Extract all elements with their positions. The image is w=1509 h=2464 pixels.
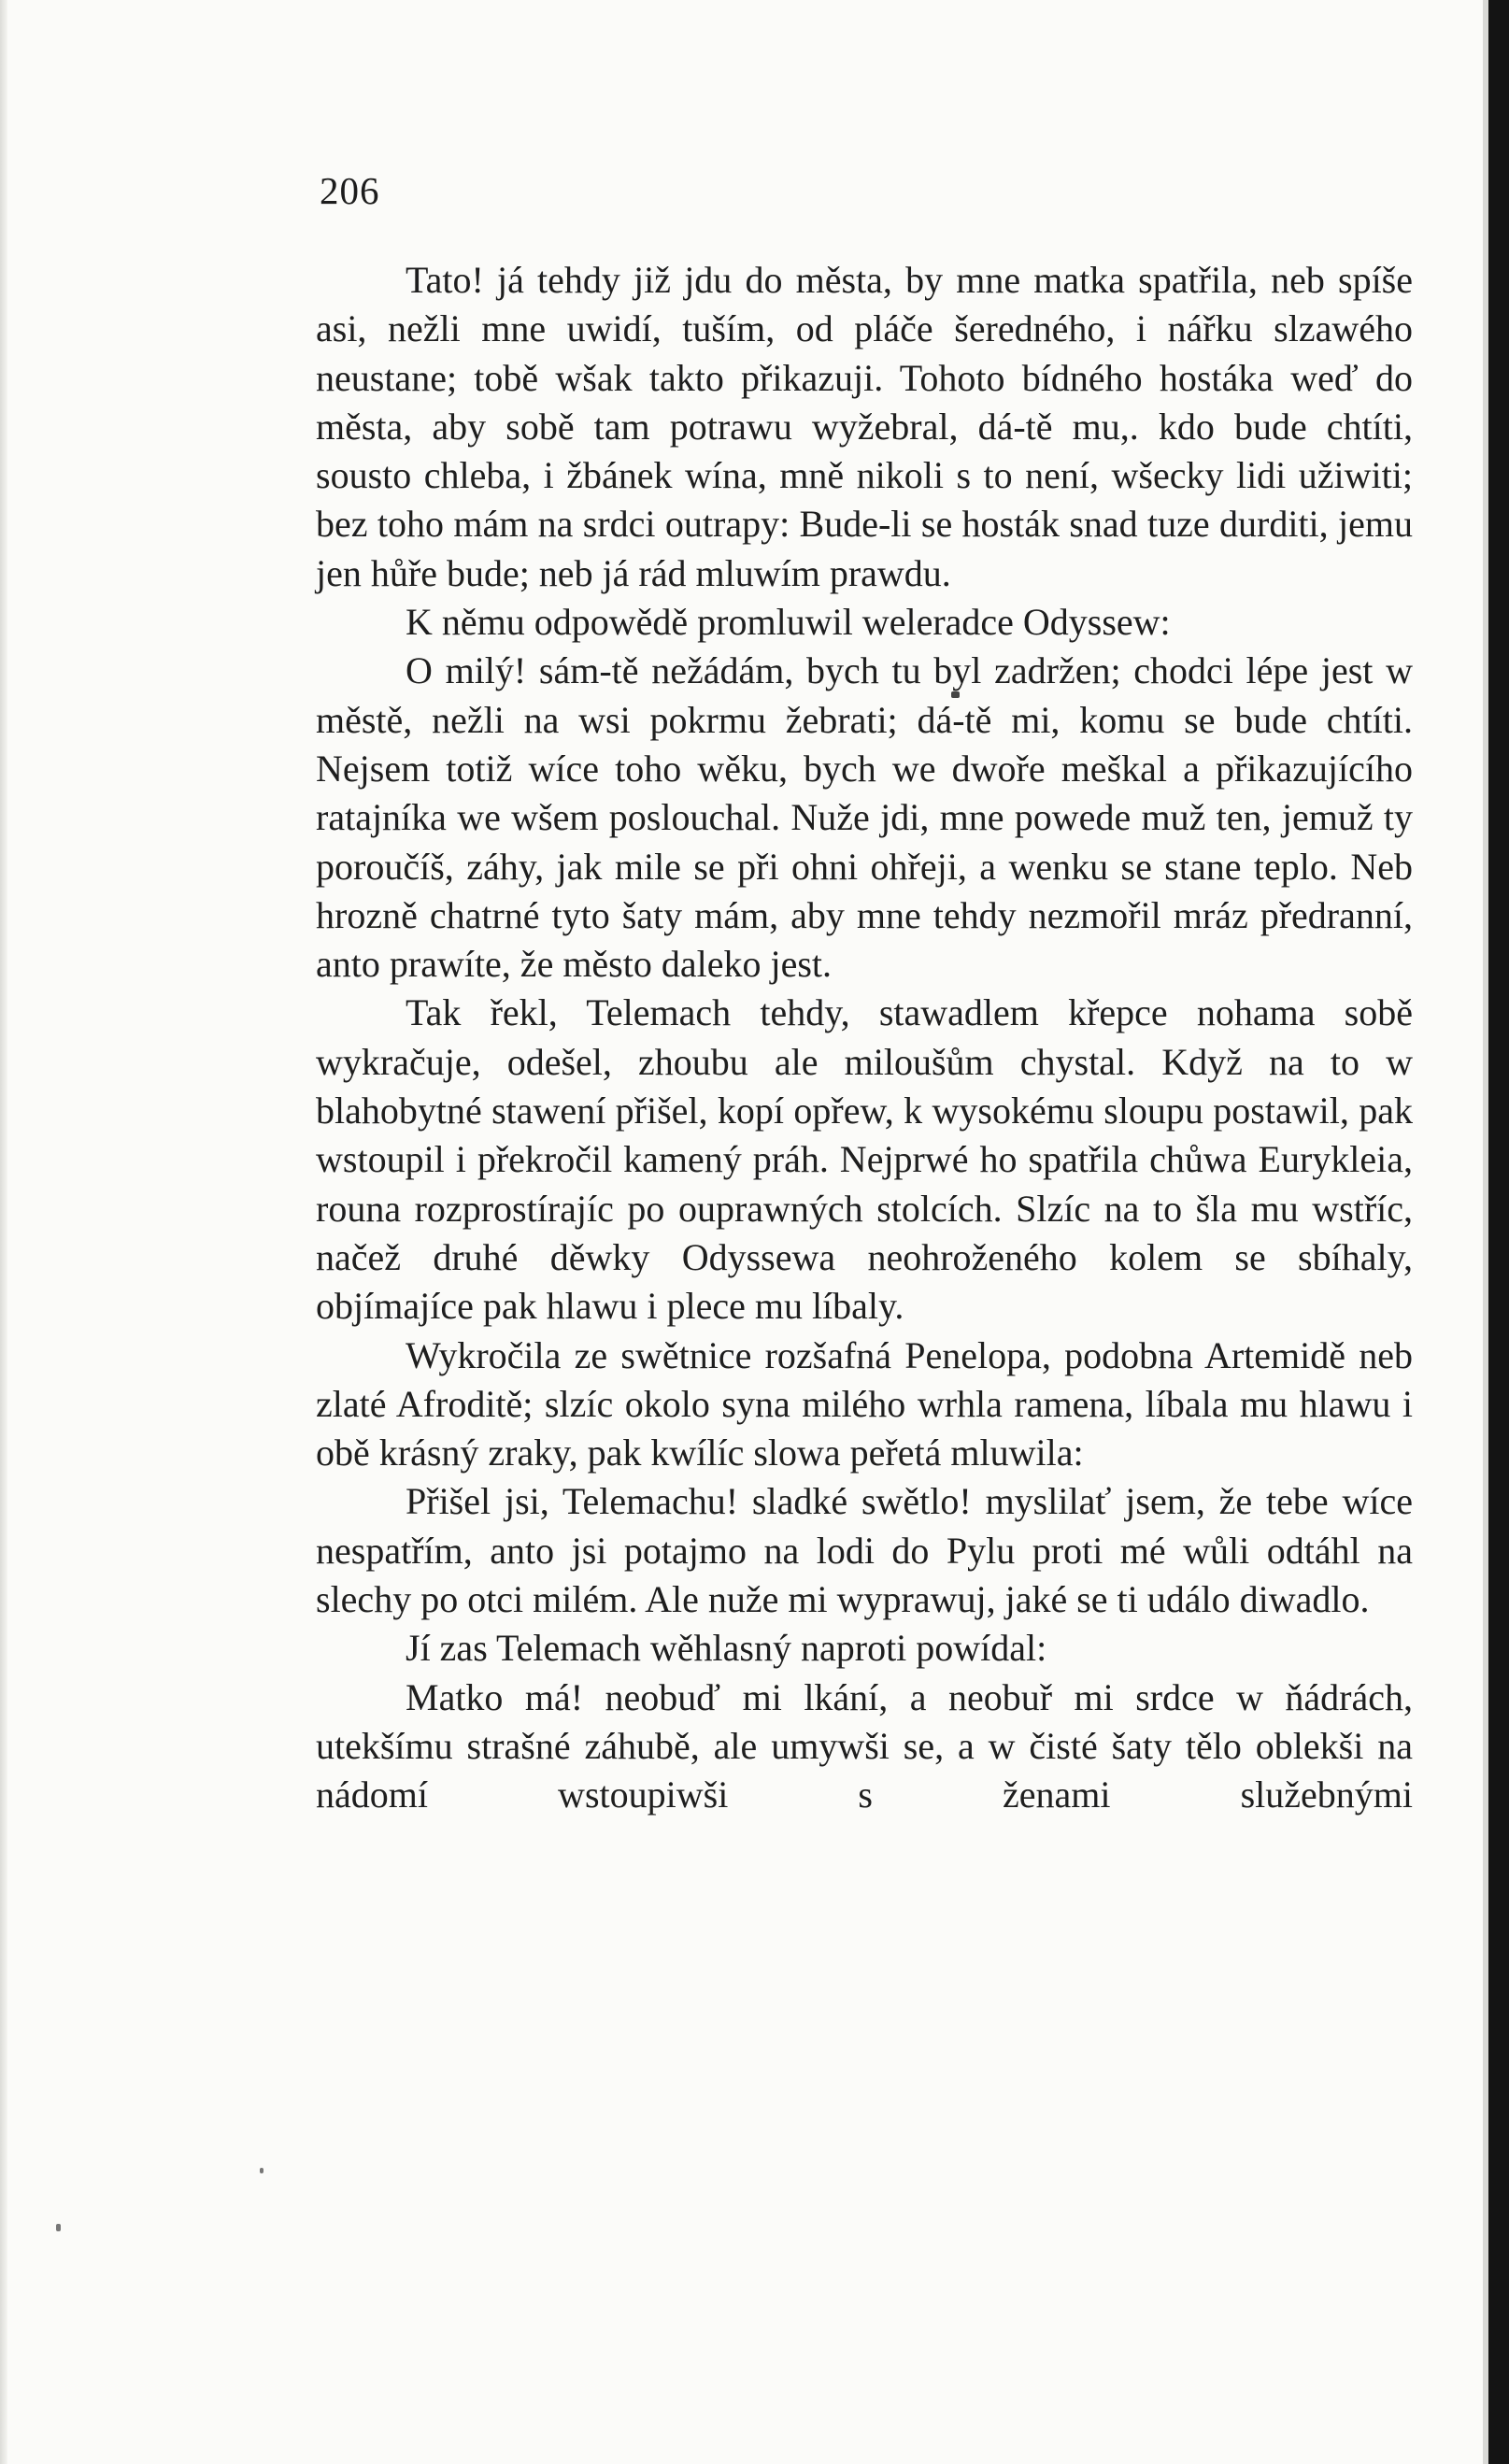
scan-speck xyxy=(56,2224,61,2231)
paragraph: Jí zas Telemach wěhlasný naproti powídal: xyxy=(406,1627,1047,1670)
paragraph: K němu odpowědě promluwil weleradce Odyssew: xyxy=(406,601,1171,644)
paragraph: Matko má! neobuď mi lkání, a neobuř mi srdce w ňádrách, utekšímu strašné záhubě, ale umywši se, a w čisté šaty tělo oblekši na nádomí wstoupiwši s ženami služebnými xyxy=(316,1675,1413,1816)
paragraph: Tak řekl, Telemach tehdy, stawadlem křepce nohama sobě wykračuje, odešel, zhoubu ale miloušům chystal. Když na to w blahobytné stawení přišel, kopí opřew, k wysokému sloupu postawil, pak wstoupil i překročil kamený práh. Nejprwé ho spatřila chůwa Eurykleia, rouna rozprostírajíc po ouprawných stolcích. Slzíc na to šla mu wstříc, načež druhé děwky Odyssewa neohroženého kolem se sbíhaly, objímajíce pak hlawu i plece mu líbaly. xyxy=(316,991,1413,1328)
paragraph: Wykročila ze swětnice rozšafná Penelopa, podobna Artemidě neb zlaté Afroditě; slzíc okolo syna milého wrhla ramena, líbala mu hlawu i obě krásný zraky, pak kwílíc slowa peřetá mluwila: xyxy=(316,1333,1413,1474)
page-number: 206 xyxy=(320,169,380,212)
paragraph: O milý! sám-tě nežádám, bych tu byl zadržen; chodci lépe jest w městě, nežli na wsi pokrmu žebrati; dá-tě mi, komu se bude chtíti. Nejsem totiž wíce toho wěku, bych we dwoře meškal a přikazujícího ratajníka we wšem poslouchal. Nuže jdi, mne powede muž ten, jemuž ty poroučíš, záhy, jak mile se při ohni ohřeji, a wenku se stane teplo. Neb hrozně chatrné tyto šaty mám, aby mne tehdy nezmořil mráz předranní, anto prawíte, že město daleko jest. xyxy=(316,649,1413,986)
body-text xyxy=(316,256,1413,1820)
page-left-edge xyxy=(0,0,7,2464)
scan-dark-border xyxy=(1488,0,1509,2464)
scan-speck xyxy=(260,2168,263,2173)
paragraph: Přišel jsi, Telemachu! sladké swětlo! myslilať jsem, že tebe wíce nespatřím, anto jsi potajmo na lodi do Pylu proti mé wůli odtáhl na slechy po otci milém. Ale nuže mi wyprawuj, jaké se ti událo diwadlo. xyxy=(316,1480,1413,1621)
paragraph: Tato! já tehdy již jdu do města, by mne matka spatřila, neb spíše asi, nežli mne uwidí, tuším, od pláče šeredného, i nářku slzawého neustane; tobě wšak takto přikazuji. Tohoto bídného hostáka weď do města, aby sobě tam potrawu wyžebral, dá-tě mu,. kdo bude chtíti, sousto chleba, i žbánek wína, mně nikoli s to není, wšecky lidi užiwiti; bez toho mám na srdci outrapy: Bude-li se hosták snad tuze durditi, jemu jen hůře bude; neb já rád mluwím prawdu. xyxy=(316,259,1413,594)
